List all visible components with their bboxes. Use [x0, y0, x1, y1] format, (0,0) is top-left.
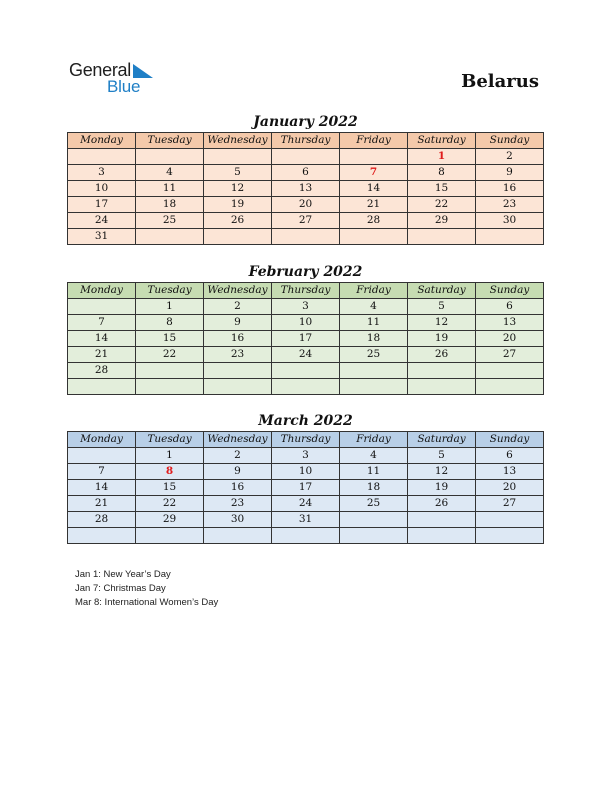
day-cell: 1 [408, 149, 476, 165]
day-cell: 18 [340, 331, 408, 347]
day-cell: 15 [136, 480, 204, 496]
day-cell: 27 [476, 347, 544, 363]
day-cell: 29 [136, 512, 204, 528]
day-cell: 29 [408, 213, 476, 229]
day-cell [272, 149, 340, 165]
day-cell: 8 [136, 315, 204, 331]
logo-general-text: General [69, 60, 131, 80]
day-cell: 12 [204, 181, 272, 197]
day-cell [408, 512, 476, 528]
weekday-header: Wednesday [204, 432, 272, 448]
weekday-header-row [68, 432, 544, 448]
day-cell: 28 [340, 213, 408, 229]
day-cell [408, 229, 476, 245]
day-cell [204, 379, 272, 395]
holiday-notes [75, 568, 218, 610]
week-row [68, 299, 544, 315]
day-cell [408, 363, 476, 379]
day-cell: 20 [476, 480, 544, 496]
day-cell: 7 [68, 315, 136, 331]
day-cell: 15 [408, 181, 476, 197]
day-cell: 25 [340, 347, 408, 363]
week-row [68, 229, 544, 245]
day-cell: 24 [68, 213, 136, 229]
month-title: March 2022 [258, 413, 353, 429]
weekday-header-row [68, 133, 544, 149]
day-cell: 8 [408, 165, 476, 181]
day-cell: 4 [136, 165, 204, 181]
week-row [68, 448, 544, 464]
day-cell: 6 [476, 448, 544, 464]
weekday-header: Saturday [408, 283, 476, 299]
day-cell [340, 528, 408, 544]
month-title: February 2022 [248, 264, 363, 280]
day-cell: 23 [204, 496, 272, 512]
week-row [68, 512, 544, 528]
day-cell: 10 [272, 464, 340, 480]
day-cell [476, 379, 544, 395]
weekday-header: Tuesday [136, 133, 204, 149]
day-cell: 11 [136, 181, 204, 197]
day-cell: 10 [68, 181, 136, 197]
day-cell [68, 149, 136, 165]
day-cell [136, 149, 204, 165]
day-cell [272, 229, 340, 245]
day-cell: 18 [340, 480, 408, 496]
general-blue-logo [69, 60, 159, 96]
day-cell: 23 [204, 347, 272, 363]
weekday-header: Sunday [476, 133, 544, 149]
day-cell: 20 [476, 331, 544, 347]
day-cell: 16 [204, 331, 272, 347]
weekday-header: Friday [340, 432, 408, 448]
day-cell: 19 [408, 480, 476, 496]
day-cell: 9 [476, 165, 544, 181]
day-cell [68, 299, 136, 315]
day-cell: 3 [272, 299, 340, 315]
day-cell [204, 528, 272, 544]
day-cell: 17 [272, 480, 340, 496]
day-cell: 21 [68, 496, 136, 512]
day-cell: 17 [272, 331, 340, 347]
day-cell: 8 [136, 464, 204, 480]
day-cell: 25 [136, 213, 204, 229]
weekday-header: Tuesday [136, 432, 204, 448]
day-cell [68, 379, 136, 395]
holiday-note: Jan 7: Christmas Day [75, 583, 166, 594]
day-cell [272, 363, 340, 379]
weekday-header: Monday [68, 133, 136, 149]
day-cell: 1 [136, 448, 204, 464]
weekday-header: Sunday [476, 432, 544, 448]
day-cell [204, 149, 272, 165]
weekday-header: Saturday [408, 432, 476, 448]
day-cell: 10 [272, 315, 340, 331]
day-cell: 5 [408, 299, 476, 315]
day-cell: 19 [204, 197, 272, 213]
day-cell: 22 [136, 496, 204, 512]
week-row [68, 480, 544, 496]
day-cell: 4 [340, 299, 408, 315]
day-cell [272, 379, 340, 395]
day-cell: 23 [476, 197, 544, 213]
weekday-header: Monday [68, 432, 136, 448]
day-cell: 6 [272, 165, 340, 181]
day-cell: 27 [272, 213, 340, 229]
day-cell: 9 [204, 315, 272, 331]
holiday-note: Mar 8: International Women’s Day [75, 597, 219, 608]
week-row [68, 213, 544, 229]
day-cell: 7 [340, 165, 408, 181]
day-cell: 24 [272, 496, 340, 512]
day-cell [408, 379, 476, 395]
day-cell [340, 149, 408, 165]
triangle-flag-icon [133, 64, 153, 78]
day-cell [476, 229, 544, 245]
day-cell [476, 512, 544, 528]
day-cell [340, 512, 408, 528]
day-cell: 15 [136, 331, 204, 347]
calendar-grid [67, 132, 544, 245]
day-cell: 30 [204, 512, 272, 528]
day-cell [136, 229, 204, 245]
day-cell [340, 379, 408, 395]
day-cell: 30 [476, 213, 544, 229]
weekday-header: Friday [340, 133, 408, 149]
logo-blue-text: Blue [107, 77, 141, 96]
day-cell: 5 [204, 165, 272, 181]
week-row [68, 347, 544, 363]
day-cell: 3 [272, 448, 340, 464]
holiday-note: Jan 1: New Year’s Day [75, 569, 171, 580]
day-cell: 2 [204, 299, 272, 315]
country-title: Belarus [461, 71, 539, 92]
week-row [68, 315, 544, 331]
weekday-header: Friday [340, 283, 408, 299]
day-cell: 13 [476, 464, 544, 480]
day-cell: 12 [408, 315, 476, 331]
day-cell: 7 [68, 464, 136, 480]
day-cell: 18 [136, 197, 204, 213]
weekday-header: Thursday [272, 432, 340, 448]
day-cell: 13 [272, 181, 340, 197]
day-cell [476, 363, 544, 379]
day-cell [68, 528, 136, 544]
month-january [67, 112, 544, 245]
day-cell: 26 [204, 213, 272, 229]
weekday-header: Saturday [408, 133, 476, 149]
week-row [68, 197, 544, 213]
day-cell: 13 [476, 315, 544, 331]
day-cell [68, 448, 136, 464]
month-february [67, 262, 544, 395]
day-cell [204, 363, 272, 379]
week-row [68, 496, 544, 512]
week-row [68, 181, 544, 197]
week-row [68, 363, 544, 379]
weekday-header: Thursday [272, 283, 340, 299]
day-cell: 6 [476, 299, 544, 315]
day-cell [204, 229, 272, 245]
weekday-header: Monday [68, 283, 136, 299]
week-row [68, 528, 544, 544]
month-march [67, 411, 544, 544]
day-cell: 1 [136, 299, 204, 315]
week-row [68, 464, 544, 480]
day-cell: 26 [408, 347, 476, 363]
day-cell: 4 [340, 448, 408, 464]
weekday-header: Tuesday [136, 283, 204, 299]
day-cell [136, 379, 204, 395]
day-cell: 27 [476, 496, 544, 512]
week-row [68, 331, 544, 347]
day-cell: 24 [272, 347, 340, 363]
calendar-grid [67, 431, 544, 544]
day-cell: 17 [68, 197, 136, 213]
day-cell [136, 528, 204, 544]
day-cell: 31 [68, 229, 136, 245]
day-cell: 21 [340, 197, 408, 213]
day-cell: 2 [476, 149, 544, 165]
day-cell [476, 528, 544, 544]
day-cell: 25 [340, 496, 408, 512]
day-cell: 11 [340, 464, 408, 480]
day-cell: 21 [68, 347, 136, 363]
day-cell [340, 229, 408, 245]
day-cell: 28 [68, 363, 136, 379]
month-title: January 2022 [253, 114, 358, 130]
weekday-header: Sunday [476, 283, 544, 299]
weekday-header: Thursday [272, 133, 340, 149]
weekday-header-row [68, 283, 544, 299]
calendar-grid [67, 282, 544, 395]
day-cell [340, 363, 408, 379]
day-cell: 14 [68, 480, 136, 496]
day-cell: 5 [408, 448, 476, 464]
weekday-header: Wednesday [204, 283, 272, 299]
day-cell: 28 [68, 512, 136, 528]
day-cell: 20 [272, 197, 340, 213]
day-cell: 22 [136, 347, 204, 363]
week-row [68, 149, 544, 165]
day-cell: 19 [408, 331, 476, 347]
day-cell: 12 [408, 464, 476, 480]
day-cell: 26 [408, 496, 476, 512]
day-cell: 22 [408, 197, 476, 213]
day-cell: 2 [204, 448, 272, 464]
day-cell: 31 [272, 512, 340, 528]
day-cell: 14 [68, 331, 136, 347]
day-cell: 16 [476, 181, 544, 197]
weekday-header: Wednesday [204, 133, 272, 149]
day-cell: 14 [340, 181, 408, 197]
day-cell [136, 363, 204, 379]
day-cell: 16 [204, 480, 272, 496]
day-cell: 3 [68, 165, 136, 181]
week-row [68, 379, 544, 395]
day-cell [408, 528, 476, 544]
day-cell: 11 [340, 315, 408, 331]
day-cell [272, 528, 340, 544]
week-row [68, 165, 544, 181]
day-cell: 9 [204, 464, 272, 480]
